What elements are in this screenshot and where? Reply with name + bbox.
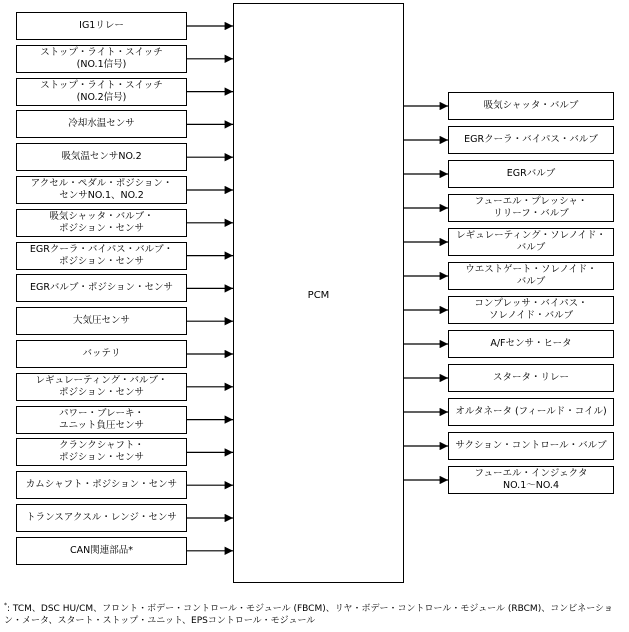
input-ig1-relay: IG1リレー [16,12,187,40]
output-suction-control-valve: サクション・コントロール・バルブ [448,432,614,460]
input-stop-light-switch-1: ストップ・ライト・スイッチ (NO.1信号) [16,45,187,73]
output-regulating-solenoid-valve: レギュレーティング・ソレノイド・ バルブ [448,228,614,256]
footnote-text: : TCM、DSC HU/CM、フロント・ボデー・コントロール・モジュール (FBCM)、リヤ・ボデー・コントロール・モジュール (RBCM)、コンビネーション・メータ、スタート・ストップ・ユニット、EPSコントロール・モジュール [4,604,613,626]
input-crankshaft-position-sensor: クランクシャフト・ ポジション・センサ [16,438,187,466]
output-intake-shutter-valve: 吸気シャッタ・バルブ [448,92,614,120]
output-alternator-field-coil: オルタネータ (フィールド・コイル) [448,398,614,426]
input-accel-pedal-position-sensor: アクセル・ペダル・ポジション・ センサNO.1、NO.2 [16,176,187,204]
output-egr-cooler-bypass-valve: EGRクーラ・バイパス・バルブ [448,126,614,154]
footnote [4,600,624,627]
input-intake-shutter-valve-position-sensor: 吸気シャッタ・バルブ・ ポジション・センサ [16,209,187,237]
input-egr-cooler-bypass-valve-position-sensor: EGRクーラ・バイパス・バルブ・ ポジション・センサ [16,242,187,270]
input-intake-air-temp-sensor-2: 吸気温センサNO.2 [16,143,187,171]
input-regulating-valve-position-sensor: レギュレーティング・バルブ・ ポジション・センサ [16,373,187,401]
output-af-sensor-heater: A/Fセンサ・ヒータ [448,330,614,358]
input-coolant-temp-sensor: 冷却水温センサ [16,110,187,138]
input-transaxle-range-sensor: トランスアクスル・レンジ・センサ [16,504,187,532]
pcm-label: PCM [307,290,330,301]
pcm-block [233,3,404,583]
input-stop-light-switch-2: ストップ・ライト・スイッチ (NO.2信号) [16,78,187,106]
input-battery: バッテリ [16,340,187,368]
footnote-mark: * [4,602,7,609]
input-power-brake-unit-pressure-sensor: パワー・ブレーキ・ ユニット負圧センサ [16,406,187,434]
input-camshaft-position-sensor: カムシャフト・ポジション・センサ [16,471,187,499]
input-can-related-parts: CAN関連部品* [16,537,187,565]
output-starter-relay: スタータ・リレー [448,364,614,392]
input-egr-valve-position-sensor: EGRバルブ・ポジション・センサ [16,274,187,302]
output-wastegate-solenoid-valve: ウエストゲート・ソレノイド・ バルブ [448,262,614,290]
output-egr-valve: EGRバルブ [448,160,614,188]
output-fuel-pressure-relief-valve: フューエル・プレッシャ・ リリーフ・バルブ [448,194,614,222]
output-compressor-bypass-solenoid-valve: コンプレッサ・バイパス・ ソレノイド・バルブ [448,296,614,324]
output-fuel-injector: フューエル・インジェクタ NO.1〜NO.4 [448,466,614,494]
input-barometric-pressure-sensor: 大気圧センサ [16,307,187,335]
